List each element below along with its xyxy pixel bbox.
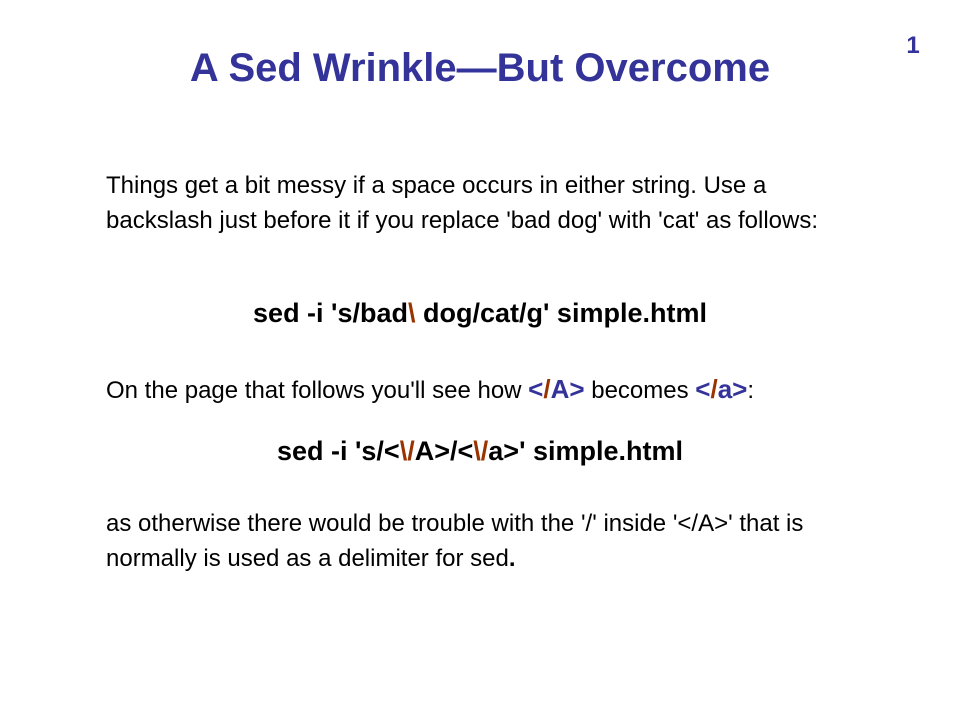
slide-number: 1 <box>906 32 920 59</box>
code2-escape1: \/ <box>399 436 415 466</box>
sed-command-space-escape <box>0 298 960 329</box>
upper-close-tag <box>528 374 584 404</box>
code2-escape2: \/ <box>473 436 489 466</box>
para2-text-before: On the page that follows you'll see how <box>106 377 529 404</box>
upper-tag-lt: < <box>528 374 544 404</box>
lower-tag-rest: a> <box>717 374 748 404</box>
tag-explanation-paragraph <box>106 372 866 408</box>
upper-tag-rest: A> <box>550 374 585 404</box>
delimiter-note-paragraph <box>106 506 866 576</box>
lower-tag-lt: < <box>695 374 711 404</box>
sed-command-slash-escape <box>0 436 960 467</box>
code1-backslash: \ <box>408 298 416 328</box>
para2-text-after: : <box>747 377 755 404</box>
para3-text: as otherwise there would be trouble with the '/' inside '</A>' that is normally is used as a delimiter for sed <box>106 510 804 572</box>
code2-part3: a>' simple.html <box>488 436 684 466</box>
code1-before: sed -i 's/bad <box>253 298 408 328</box>
code2-part1: sed -i 's/< <box>276 436 400 466</box>
para2-text-middle: becomes <box>584 377 696 404</box>
code1-after: dog/cat/g' simple.html <box>415 298 707 328</box>
lower-close-tag <box>695 374 747 404</box>
lower-tag-slash: / <box>710 374 718 404</box>
para3-end: . <box>508 545 516 572</box>
upper-tag-slash: / <box>543 374 551 404</box>
slide-title: A Sed Wrinkle—But Overcome <box>189 46 771 90</box>
intro-paragraph: Things get a bit messy if a space occurs in either string. Use a backslash just before it if you replace 'bad dog' with 'cat' as follows: <box>106 172 819 234</box>
code2-part2: A>/< <box>414 436 474 466</box>
